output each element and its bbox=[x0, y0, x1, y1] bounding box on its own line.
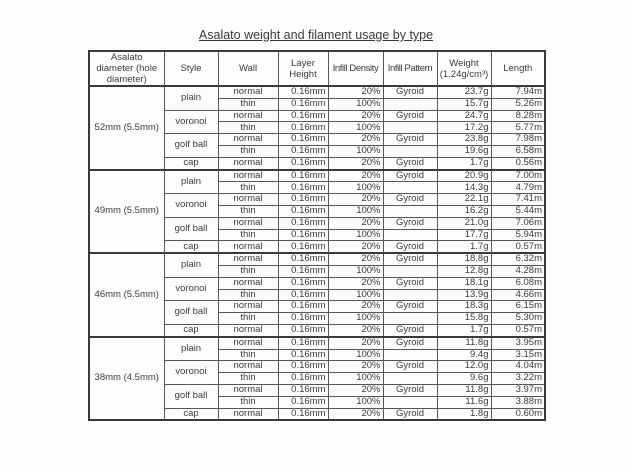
style-cell: plain bbox=[164, 86, 218, 110]
infill-pattern-cell: Gyroid bbox=[383, 110, 437, 122]
layer-height-cell: 0.16mm bbox=[278, 408, 328, 420]
style-cell: cap bbox=[164, 157, 218, 169]
wall-cell: normal bbox=[218, 253, 278, 265]
layer-height-cell: 0.16mm bbox=[278, 289, 328, 301]
wall-cell: thin bbox=[218, 182, 278, 194]
layer-height-cell: 0.16mm bbox=[278, 170, 328, 182]
length-cell: 8.28m bbox=[491, 110, 545, 122]
wall-cell: thin bbox=[218, 373, 278, 385]
infill-density-cell: 100% bbox=[328, 145, 383, 157]
infill-density-cell: 20% bbox=[328, 337, 383, 349]
length-cell: 4.28m bbox=[491, 265, 545, 277]
length-cell: 3.22m bbox=[491, 373, 545, 385]
table-container bbox=[88, 50, 546, 421]
infill-pattern-cell: Gyroid bbox=[383, 337, 437, 349]
style-cell: golf ball bbox=[164, 217, 218, 241]
infill-density-cell: 100% bbox=[328, 396, 383, 408]
table-row bbox=[89, 253, 545, 265]
wall-cell: normal bbox=[218, 408, 278, 420]
length-cell: 7.98m bbox=[491, 134, 545, 146]
infill-density-cell: 100% bbox=[328, 205, 383, 217]
infill-density-cell: 100% bbox=[328, 373, 383, 385]
weight-cell: 18.3g bbox=[437, 301, 491, 313]
infill-pattern-cell: Gyroid bbox=[383, 408, 437, 420]
wall-cell: normal bbox=[218, 324, 278, 336]
wall-cell: thin bbox=[218, 265, 278, 277]
length-cell: 4.66m bbox=[491, 289, 545, 301]
weight-cell: 9.4g bbox=[437, 349, 491, 361]
weight-cell: 19.6g bbox=[437, 145, 491, 157]
length-cell: 6.32m bbox=[491, 253, 545, 265]
length-cell: 3.97m bbox=[491, 384, 545, 396]
infill-density-cell: 20% bbox=[328, 217, 383, 229]
infill-density-cell: 20% bbox=[328, 253, 383, 265]
length-cell: 6.15m bbox=[491, 301, 545, 313]
layer-height-cell: 0.16mm bbox=[278, 86, 328, 98]
length-cell: 3.88m bbox=[491, 396, 545, 408]
wall-cell: normal bbox=[218, 217, 278, 229]
style-cell: voronoi bbox=[164, 361, 218, 385]
wall-cell: normal bbox=[218, 337, 278, 349]
col-header-style: Style bbox=[164, 51, 218, 86]
wall-cell: normal bbox=[218, 86, 278, 98]
infill-density-cell: 20% bbox=[328, 157, 383, 169]
length-cell: 4.79m bbox=[491, 182, 545, 194]
infill-density-cell: 20% bbox=[328, 86, 383, 98]
length-cell: 6.08m bbox=[491, 277, 545, 289]
weight-cell: 15.7g bbox=[437, 98, 491, 110]
table-row bbox=[89, 337, 545, 349]
col-header-wall: Wall bbox=[218, 51, 278, 86]
layer-height-cell: 0.16mm bbox=[278, 361, 328, 373]
weight-cell: 20.9g bbox=[437, 170, 491, 182]
weight-cell: 12.0g bbox=[437, 361, 491, 373]
infill-density-cell: 20% bbox=[328, 134, 383, 146]
layer-height-cell: 0.16mm bbox=[278, 205, 328, 217]
length-cell: 5.26m bbox=[491, 98, 545, 110]
weight-cell: 23.7g bbox=[437, 86, 491, 98]
wall-cell: thin bbox=[218, 289, 278, 301]
infill-density-cell: 100% bbox=[328, 182, 383, 194]
layer-height-cell: 0.16mm bbox=[278, 122, 328, 134]
layer-height-cell: 0.16mm bbox=[278, 396, 328, 408]
wall-cell: thin bbox=[218, 229, 278, 241]
length-cell: 7.41m bbox=[491, 194, 545, 206]
weight-cell: 9.6g bbox=[437, 373, 491, 385]
weight-cell: 1.8g bbox=[437, 408, 491, 420]
diameter-cell: 52mm (5.5mm) bbox=[89, 86, 164, 170]
infill-density-cell: 100% bbox=[328, 313, 383, 325]
infill-density-cell: 20% bbox=[328, 241, 383, 253]
length-cell: 3.95m bbox=[491, 337, 545, 349]
col-header-weight: Weight (1.24g/cm³) bbox=[437, 51, 491, 86]
infill-density-cell: 100% bbox=[328, 122, 383, 134]
infill-density-cell: 100% bbox=[328, 98, 383, 110]
style-cell: plain bbox=[164, 170, 218, 194]
col-header-infill-pattern: Infill Pattern bbox=[383, 51, 437, 86]
diameter-cell: 49mm (5.5mm) bbox=[89, 170, 164, 254]
infill-pattern-cell: Gyroid bbox=[383, 384, 437, 396]
infill-density-cell: 20% bbox=[328, 194, 383, 206]
infill-density-cell: 20% bbox=[328, 301, 383, 313]
infill-pattern-cell bbox=[383, 265, 437, 277]
weight-cell: 11.8g bbox=[437, 384, 491, 396]
weight-cell: 23.8g bbox=[437, 134, 491, 146]
layer-height-cell: 0.16mm bbox=[278, 110, 328, 122]
infill-pattern-cell: Gyroid bbox=[383, 170, 437, 182]
length-cell: 7.00m bbox=[491, 170, 545, 182]
style-cell: golf ball bbox=[164, 301, 218, 325]
infill-density-cell: 100% bbox=[328, 265, 383, 277]
layer-height-cell: 0.16mm bbox=[278, 313, 328, 325]
length-cell: 6.58m bbox=[491, 145, 545, 157]
wall-cell: normal bbox=[218, 110, 278, 122]
infill-pattern-cell bbox=[383, 98, 437, 110]
wall-cell: thin bbox=[218, 122, 278, 134]
length-cell: 0.60m bbox=[491, 408, 545, 420]
style-cell: golf ball bbox=[164, 384, 218, 408]
wall-cell: thin bbox=[218, 396, 278, 408]
layer-height-cell: 0.16mm bbox=[278, 98, 328, 110]
wall-cell: normal bbox=[218, 241, 278, 253]
weight-cell: 18.1g bbox=[437, 277, 491, 289]
infill-density-cell: 100% bbox=[328, 229, 383, 241]
length-cell: 0.56m bbox=[491, 157, 545, 169]
layer-height-cell: 0.16mm bbox=[278, 349, 328, 361]
infill-pattern-cell: Gyroid bbox=[383, 324, 437, 336]
style-cell: golf ball bbox=[164, 134, 218, 158]
infill-pattern-cell: Gyroid bbox=[383, 194, 437, 206]
style-cell: plain bbox=[164, 253, 218, 277]
wall-cell: thin bbox=[218, 313, 278, 325]
layer-height-cell: 0.16mm bbox=[278, 241, 328, 253]
style-cell: plain bbox=[164, 337, 218, 361]
infill-density-cell: 20% bbox=[328, 110, 383, 122]
layer-height-cell: 0.16mm bbox=[278, 324, 328, 336]
infill-pattern-cell: Gyroid bbox=[383, 253, 437, 265]
layer-height-cell: 0.16mm bbox=[278, 373, 328, 385]
length-cell: 5.77m bbox=[491, 122, 545, 134]
weight-cell: 11.6g bbox=[437, 396, 491, 408]
length-cell: 4.04m bbox=[491, 361, 545, 373]
wall-cell: normal bbox=[218, 157, 278, 169]
infill-density-cell: 20% bbox=[328, 361, 383, 373]
wall-cell: thin bbox=[218, 98, 278, 110]
wall-cell: normal bbox=[218, 134, 278, 146]
length-cell: 7.94m bbox=[491, 86, 545, 98]
weight-cell: 21.0g bbox=[437, 217, 491, 229]
infill-density-cell: 20% bbox=[328, 277, 383, 289]
length-cell: 5.30m bbox=[491, 313, 545, 325]
col-header-length: Length bbox=[491, 51, 545, 86]
infill-pattern-cell bbox=[383, 229, 437, 241]
style-cell: cap bbox=[164, 408, 218, 420]
weight-cell: 17.2g bbox=[437, 122, 491, 134]
table-row bbox=[89, 86, 545, 98]
infill-pattern-cell: Gyroid bbox=[383, 134, 437, 146]
wall-cell: normal bbox=[218, 384, 278, 396]
length-cell: 5.44m bbox=[491, 205, 545, 217]
table-header-row bbox=[89, 51, 545, 86]
weight-cell: 18.8g bbox=[437, 253, 491, 265]
layer-height-cell: 0.16mm bbox=[278, 301, 328, 313]
infill-pattern-cell: Gyroid bbox=[383, 86, 437, 98]
layer-height-cell: 0.16mm bbox=[278, 253, 328, 265]
infill-pattern-cell: Gyroid bbox=[383, 241, 437, 253]
wall-cell: thin bbox=[218, 205, 278, 217]
col-header-layer-height: Layer Height bbox=[278, 51, 328, 86]
weight-cell: 12.8g bbox=[437, 265, 491, 277]
wall-cell: normal bbox=[218, 277, 278, 289]
weight-cell: 17.7g bbox=[437, 229, 491, 241]
length-cell: 5.94m bbox=[491, 229, 545, 241]
page-title: Asalato weight and filament usage by type bbox=[198, 28, 434, 42]
style-cell: cap bbox=[164, 241, 218, 253]
style-cell: cap bbox=[164, 324, 218, 336]
infill-density-cell: 100% bbox=[328, 289, 383, 301]
layer-height-cell: 0.16mm bbox=[278, 217, 328, 229]
table-row bbox=[89, 170, 545, 182]
length-cell: 3.15m bbox=[491, 349, 545, 361]
wall-cell: thin bbox=[218, 145, 278, 157]
weight-cell: 13.9g bbox=[437, 289, 491, 301]
weight-cell: 15.8g bbox=[437, 313, 491, 325]
layer-height-cell: 0.16mm bbox=[278, 194, 328, 206]
infill-density-cell: 20% bbox=[328, 408, 383, 420]
wall-cell: normal bbox=[218, 361, 278, 373]
weight-cell: 1.7g bbox=[437, 157, 491, 169]
layer-height-cell: 0.16mm bbox=[278, 384, 328, 396]
infill-density-cell: 100% bbox=[328, 349, 383, 361]
infill-pattern-cell bbox=[383, 313, 437, 325]
infill-pattern-cell: Gyroid bbox=[383, 361, 437, 373]
style-cell: voronoi bbox=[164, 277, 218, 301]
layer-height-cell: 0.16mm bbox=[278, 337, 328, 349]
layer-height-cell: 0.16mm bbox=[278, 265, 328, 277]
infill-pattern-cell: Gyroid bbox=[383, 301, 437, 313]
infill-pattern-cell bbox=[383, 205, 437, 217]
weight-cell: 22.1g bbox=[437, 194, 491, 206]
weight-cell: 1.7g bbox=[437, 324, 491, 336]
layer-height-cell: 0.16mm bbox=[278, 182, 328, 194]
wall-cell: thin bbox=[218, 349, 278, 361]
infill-pattern-cell bbox=[383, 373, 437, 385]
style-cell: voronoi bbox=[164, 194, 218, 218]
infill-pattern-cell bbox=[383, 122, 437, 134]
col-header-diameter: Asalato diameter (hole diameter) bbox=[89, 51, 164, 86]
infill-pattern-cell bbox=[383, 289, 437, 301]
weight-cell: 11.8g bbox=[437, 337, 491, 349]
length-cell: 0.57m bbox=[491, 241, 545, 253]
length-cell: 0.57m bbox=[491, 324, 545, 336]
layer-height-cell: 0.16mm bbox=[278, 134, 328, 146]
length-cell: 7.06m bbox=[491, 217, 545, 229]
style-cell: voronoi bbox=[164, 110, 218, 134]
weight-cell: 16.2g bbox=[437, 205, 491, 217]
infill-pattern-cell bbox=[383, 145, 437, 157]
col-header-infill-density: Infill Density bbox=[328, 51, 383, 86]
wall-cell: normal bbox=[218, 301, 278, 313]
infill-density-cell: 20% bbox=[328, 384, 383, 396]
weight-cell: 24.7g bbox=[437, 110, 491, 122]
layer-height-cell: 0.16mm bbox=[278, 277, 328, 289]
infill-pattern-cell bbox=[383, 396, 437, 408]
infill-density-cell: 20% bbox=[328, 170, 383, 182]
diameter-cell: 46mm (5.5mm) bbox=[89, 253, 164, 337]
infill-pattern-cell: Gyroid bbox=[383, 217, 437, 229]
infill-density-cell: 20% bbox=[328, 324, 383, 336]
layer-height-cell: 0.16mm bbox=[278, 157, 328, 169]
wall-cell: normal bbox=[218, 194, 278, 206]
infill-pattern-cell: Gyroid bbox=[383, 157, 437, 169]
infill-pattern-cell bbox=[383, 349, 437, 361]
layer-height-cell: 0.16mm bbox=[278, 145, 328, 157]
wall-cell: normal bbox=[218, 170, 278, 182]
diameter-cell: 38mm (4.5mm) bbox=[89, 337, 164, 421]
title-container bbox=[88, 26, 544, 44]
infill-pattern-cell: Gyroid bbox=[383, 277, 437, 289]
weight-cell: 1.7g bbox=[437, 241, 491, 253]
layer-height-cell: 0.16mm bbox=[278, 229, 328, 241]
weight-cell: 14.3g bbox=[437, 182, 491, 194]
infill-pattern-cell bbox=[383, 182, 437, 194]
data-table bbox=[88, 50, 546, 421]
